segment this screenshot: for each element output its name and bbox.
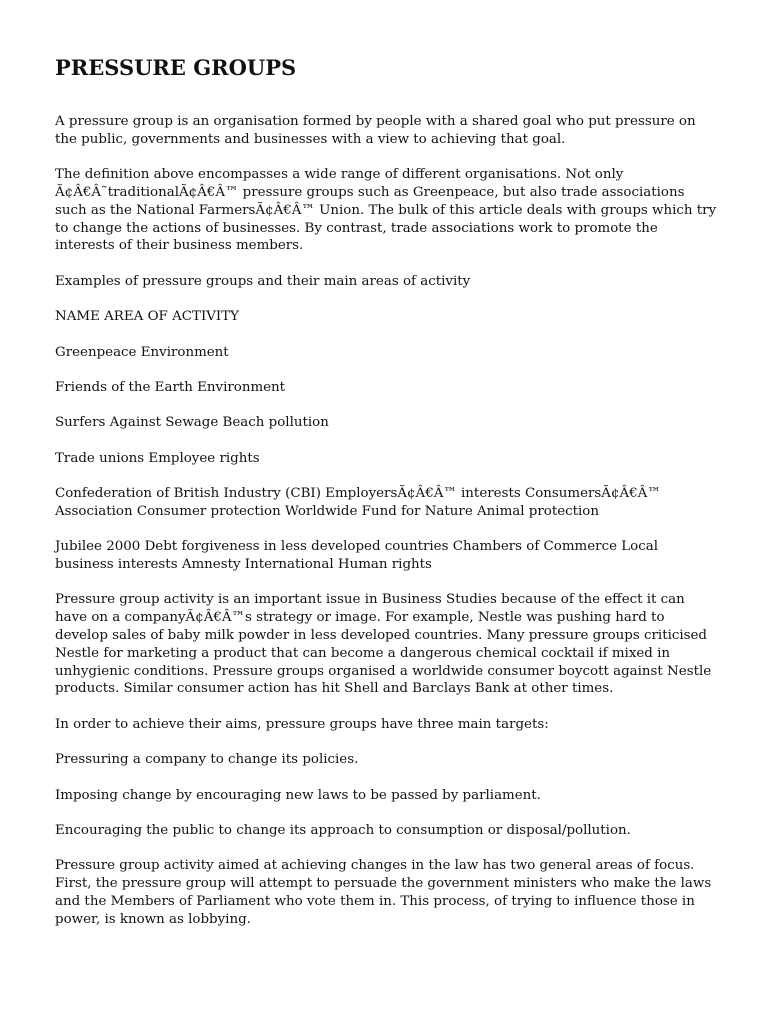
paragraph-business-impact: Pressure group activity is an important issue in Business Studies because of the effect it can have on a companyÃ¢Â€Â™s strategy or image. For example, Nestle was pushing hard to develop sales of baby milk powder in less developed countries. Many pressure groups criticised Nestle for marketing a product that can become a dangerous chemical cocktail if mixed in unhygienic conditions. Pressure groups organised a worldwide consumer boycott against Nestle products. Similar consumer action has hit Shell and Barclays Bank at other times. (55, 592, 712, 697)
paragraph-definition: A pressure group is an organisation formed by people with a shared goal who put pressure on the public, governments and businesses with a view to achieving that goal. (55, 114, 696, 147)
paragraph-target-item: Pressuring a company to change its policies. (55, 752, 359, 768)
paragraph-example-row: Trade unions Employee rights (55, 450, 260, 466)
paragraph-example-row: Confederation of British Industry (CBI) EmployersÃ¢Â€Â™ interests ConsumersÃ¢Â€Â™ Association Consumer protection Worldwide Fund for Nature Animal protection (55, 486, 661, 519)
paragraph-targets-intro: In order to achieve their aims, pressure groups have three main targets: (55, 716, 549, 732)
page-title: PRESSURE GROUPS (55, 55, 297, 80)
paragraph-table-header: NAME AREA OF ACTIVITY (55, 309, 239, 325)
document-page (55, 55, 720, 946)
paragraph-example-row: Surfers Against Sewage Beach pollution (55, 415, 329, 431)
paragraph-target-item: Encouraging the public to change its approach to consumption or disposal/pollution. (55, 823, 631, 839)
paragraph-example-row: Greenpeace Environment (55, 344, 229, 360)
paragraph-example-row: Friends of the Earth Environment (55, 379, 286, 395)
paragraph-lobbying: Pressure group activity aimed at achieving changes in the law has two general areas of focus. First, the pressure group will attempt to persuade the government ministers who make the laws and the Members of Parliament who vote them in. This process, of trying to influence those in power, is known as lobbying. (55, 858, 712, 927)
paragraph-example-row: Jubilee 2000 Debt forgiveness in less developed countries Chambers of Commerce Local business interests Amnesty International Human rights (55, 539, 658, 573)
paragraph-definition-scope: The definition above encompasses a wide range of different organisations. Not only Ã¢Â€Â˜traditionalÃ¢Â€Â™ pressure groups such as Greenpeace, but also trade associations such as the National FarmersÃ¢Â€Â™ Union. The bulk of this article deals with groups which try to change the actions of businesses. By contrast, trade associations work to promote the interests of their business members. (55, 167, 717, 254)
paragraph-examples-heading: Examples of pressure groups and their main areas of activity (55, 273, 471, 289)
paragraph-target-item: Imposing change by encouraging new laws to be passed by parliament. (55, 787, 541, 803)
